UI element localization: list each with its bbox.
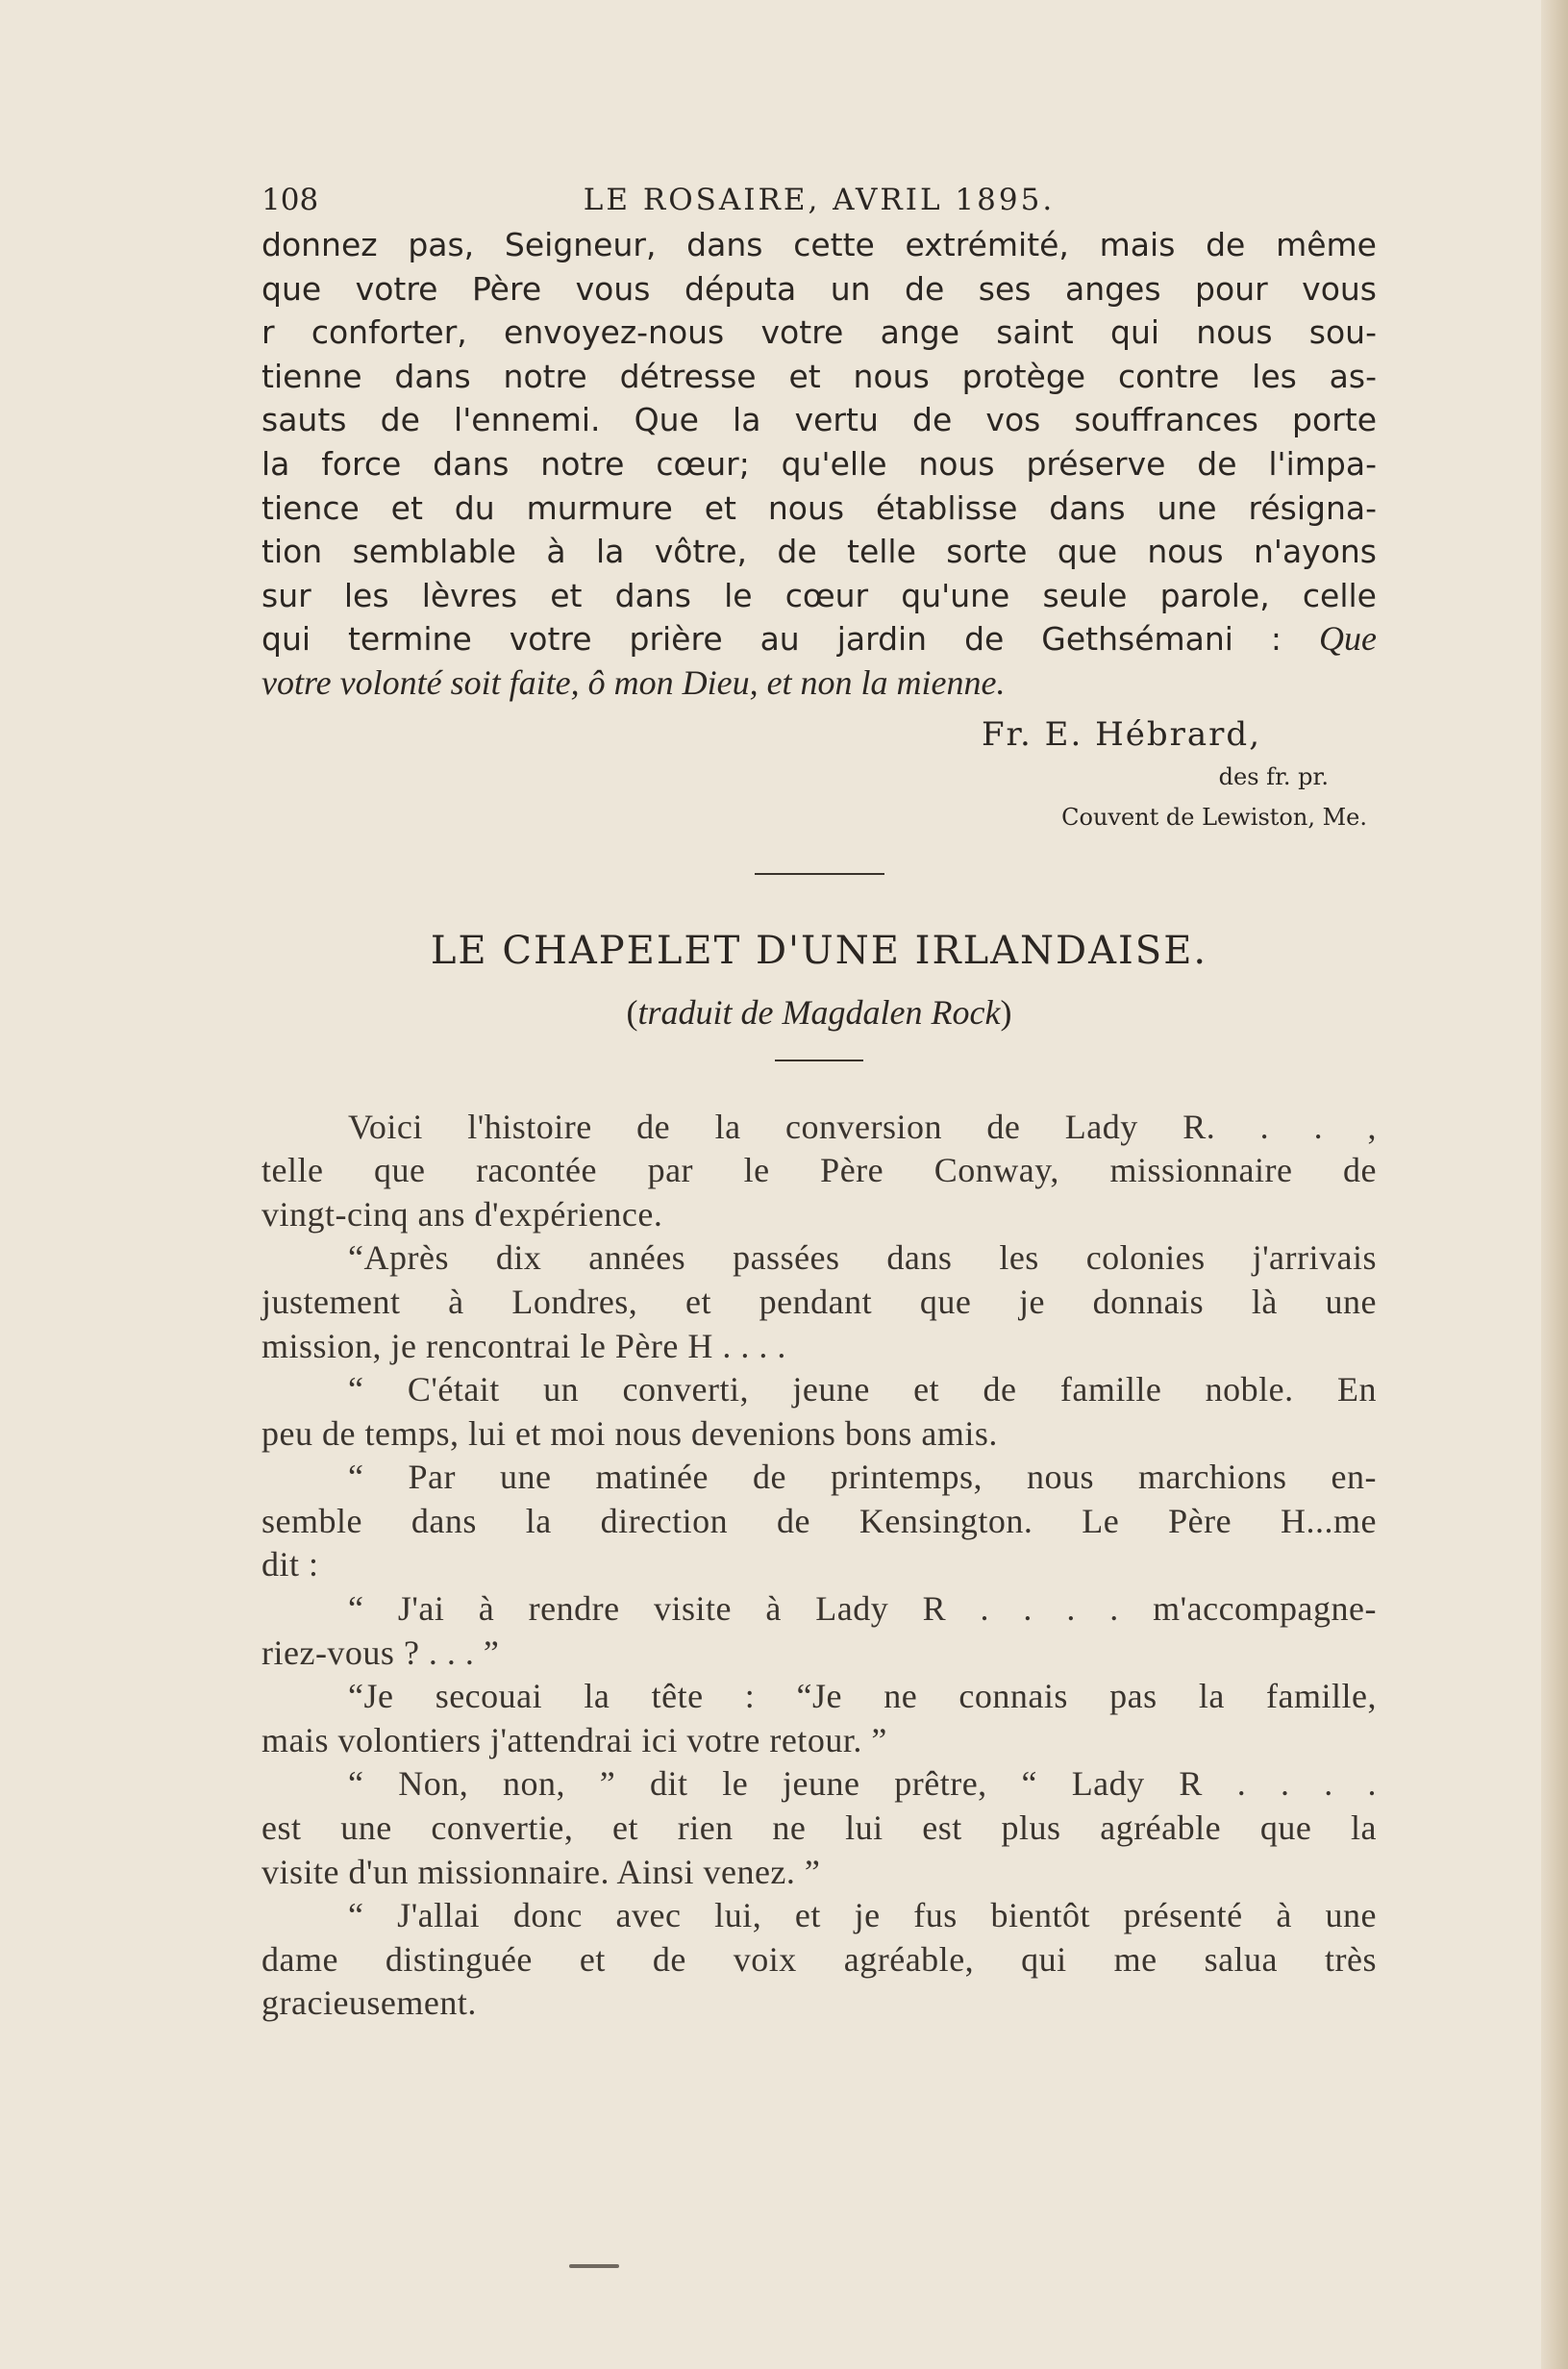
article-title: LE CHAPELET D'UNE IRLANDAISE. (430, 928, 1208, 973)
body-line: “Après dix années passées dans les colonies j'arrivais (348, 1238, 1377, 1278)
body-line: peu de temps, lui et moi nous devenions bons amis. (261, 1413, 998, 1453)
author-order: des fr. pr. (1218, 762, 1329, 790)
body-line: “Je secouai la tête : “Je ne connais pas la famille, (348, 1677, 1377, 1716)
body-line: telle que racontée par le Père Conway, missionnaire de (261, 1151, 1377, 1190)
body-line: “ Non, non, ” dit le jeune prêtre, “ Lady R . . . . (348, 1764, 1377, 1804)
prayer-closing-line (261, 661, 1377, 706)
prayer-line-with-italic (261, 617, 1377, 661)
subtitle-open-paren: ( (626, 992, 638, 1032)
prayer-line: tienne dans notre détresse et nous protège contre les as- (261, 357, 1377, 395)
body-line: “ C'était un converti, jeune et de famille noble. En (348, 1370, 1377, 1409)
body-line: “ J'ai à rendre visite à Lady R . . . . m'accompagne- (348, 1589, 1377, 1629)
body-line: riez-vous ? . . . ” (261, 1633, 500, 1672)
body-line: vingt-cinq ans d'expérience. (261, 1194, 663, 1234)
running-title: LE ROSAIRE, AVRIL 1895. (583, 183, 1056, 217)
prayer-line: sur les lèvres et dans le cœur qu'une seule parole, celle (261, 576, 1377, 614)
ink-smudge (569, 2264, 619, 2268)
body-line: est une convertie, et rien ne lui est plus agréable que la (261, 1808, 1377, 1848)
author-convent: Couvent de Lewiston, Me. (1061, 803, 1367, 831)
prayer-italic-word: Que (1319, 619, 1377, 659)
prayer-line-text: qui termine votre prière au jardin de Gethsémani : (261, 620, 1320, 659)
body-line: dit : (261, 1545, 319, 1584)
prayer-paragraph (261, 223, 1377, 706)
prayer-line: la force dans notre cœur; qu'elle nous préserve de l'impa- (261, 444, 1377, 483)
body-line: “ Par une matinée de printemps, nous marchions en- (348, 1458, 1377, 1497)
prayer-line: tion semblable à la vôtre, de telle sorte que nous n'ayons (261, 533, 1377, 571)
prayer-line: sauts de l'ennemi. Que la vertu de vos souffrances porte (261, 401, 1377, 439)
subtitle-text: traduit de Magdalen Rock (637, 992, 1001, 1032)
page-column (261, 183, 1377, 2026)
body-line: semble dans la direction de Kensington. Le Père H...me (261, 1501, 1377, 1540)
running-head (261, 183, 1377, 217)
prayer-closing-italic: votre volonté soit faite, ô mon Dieu, et non la mienne. (261, 662, 1006, 702)
body-line: mission, je rencontrai le Père H . . . . (261, 1326, 786, 1365)
prayer-line: donnez pas, Seigneur, dans cette extrémité, mais de même (261, 226, 1377, 263)
body-line: “ J'allai donc avec lui, et je fus bientôt présenté à une (348, 1896, 1377, 1935)
page-number: 108 (261, 183, 319, 217)
article-subtitle (261, 992, 1377, 1033)
body-line: visite d'un missionnaire. Ainsi venez. ” (261, 1852, 821, 1891)
body-line: justement à Londres, et pendant que je donnais là une (261, 1282, 1377, 1321)
page-edge (1541, 0, 1568, 2369)
article-body (261, 1106, 1377, 2026)
prayer-line: tience et du murmure et nous établisse dans une résigna- (261, 488, 1377, 527)
body-line: Voici l'histoire de la conversion de Lady R. . . , (348, 1107, 1377, 1146)
subtitle-close-paren: ) (1000, 992, 1012, 1032)
prayer-line: que votre Père vous députa un de ses anges pour vous (261, 269, 1377, 308)
author-signature: Fr. E. Hébrard, (981, 714, 1261, 754)
prayer-line: r conforter, envoyez-nous votre ange saint qui nous sou- (261, 313, 1377, 352)
body-line: dame distinguée et de voix agréable, qui me salua très (261, 1939, 1377, 1979)
body-line: gracieusement. (261, 1983, 477, 2023)
section-divider (755, 873, 884, 875)
body-line: mais volontiers j'attendrai ici votre retour. ” (261, 1720, 887, 1759)
title-divider (775, 1060, 863, 1061)
